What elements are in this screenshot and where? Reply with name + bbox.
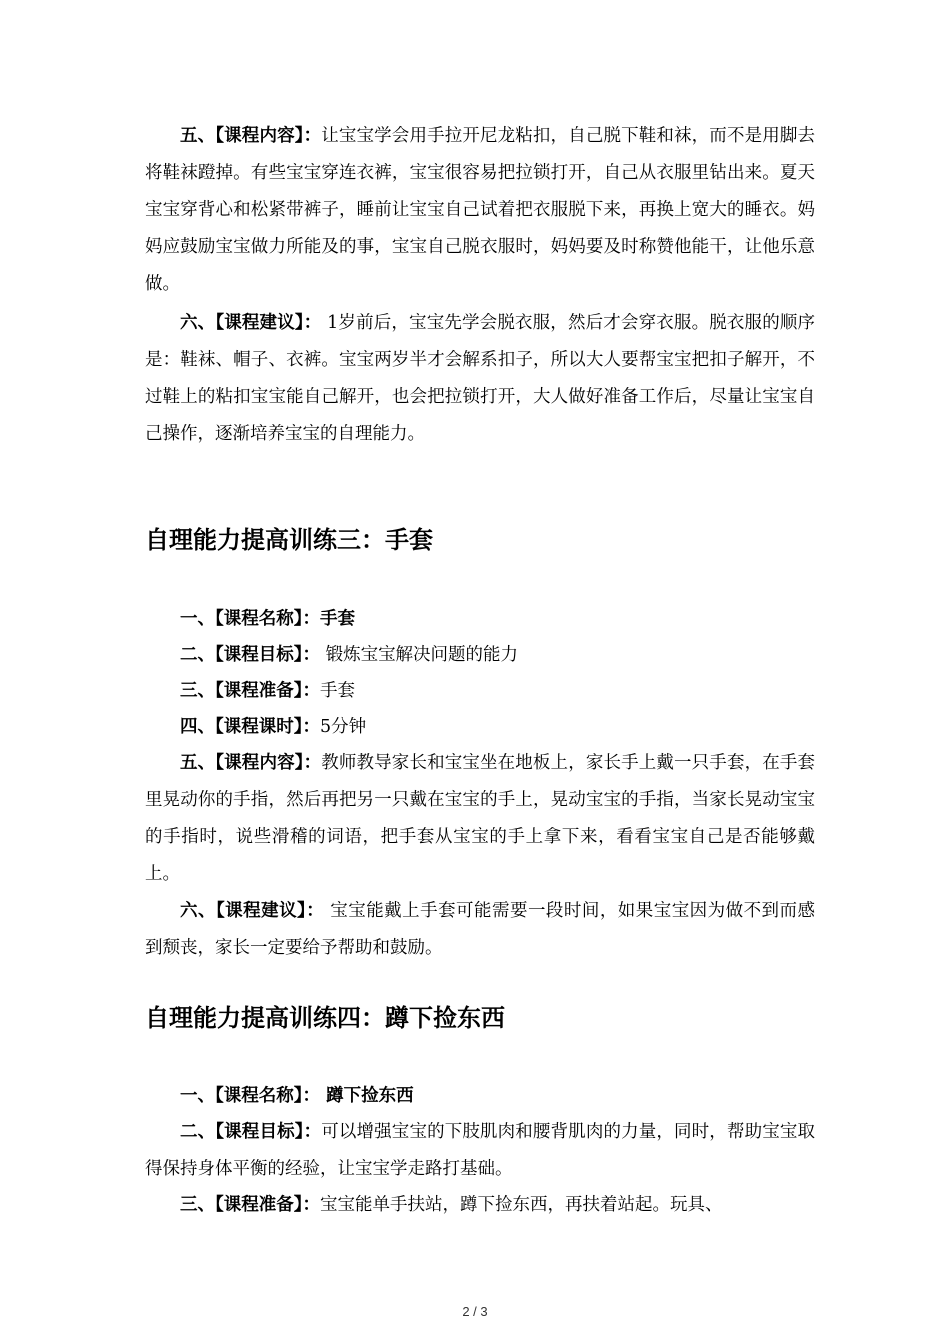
section3-course-name [145, 601, 815, 638]
prev-course-advice-label: 六、【课程建议】： [180, 313, 322, 333]
section3-course-advice-text: 宝宝能戴上手套可能需要一段时间，如果宝宝因为做不到而感到颓丧，家长一定要给予帮助和鼓励。 [145, 901, 815, 958]
section3-course-time [145, 709, 815, 746]
section4-course-prep [145, 1187, 815, 1224]
prev-course-advice [145, 305, 815, 453]
section3-course-content-label: 五、【课程内容】： [180, 753, 322, 773]
section4-course-name [145, 1078, 815, 1115]
section3-course-goal-label: 二、【课程目标】： [180, 645, 320, 665]
section3-course-advice [145, 893, 815, 967]
section3-course-goal-value: 锻炼宝宝解决问题的能力 [320, 645, 519, 665]
section4-course-prep-text: 宝宝能单手扶站，蹲下捡东西，再扶着站起。玩具、 [320, 1195, 723, 1215]
section4-heading: 自理能力提高训练四：蹲下捡东西 [145, 1004, 505, 1032]
prev-course-content-text: 让宝宝学会用手拉开尼龙粘扣，自己脱下鞋和袜，而不是用脚去将鞋袜蹬掉。有些宝宝穿连衣裤，宝宝很容易把拉锁打开，自己从衣服里钻出来。夏天宝宝穿背心和松紧带裤子，睡前让宝宝自己试着把衣服脱下来，再换上宽大的睡衣。妈妈应鼓励宝宝做力所能及的事，宝宝自己脱衣服时，妈妈要及时称赞他能干，让他乐意做。 [145, 126, 815, 294]
section3-course-name-label: 一、【课程名称】： [180, 609, 320, 629]
prev-course-content [145, 118, 815, 303]
section4-course-name-label: 一、【课程名称】： [180, 1086, 320, 1106]
section4-course-goal-text: 可以增强宝宝的下肢肌肉和腰背肌肉的力量，同时，帮助宝宝取得保持身体平衡的经验，让宝宝学走路打基础。 [145, 1122, 815, 1179]
prev-course-content-label: 五、【课程内容】： [180, 126, 322, 146]
section3-course-goal [145, 637, 815, 674]
section3-course-content-text: 教师教导家长和宝宝坐在地板上，家长手上戴一只手套，在手套里晃动你的手指，然后再把另一只戴在宝宝的手上，晃动宝宝的手指，当家长晃动宝宝的手指时，说些滑稽的词语，把手套从宝宝的手上拿下来，看看宝宝自己是否能够戴上。 [145, 753, 815, 884]
section4-course-prep-label: 三、【课程准备】： [180, 1195, 320, 1215]
section3-course-prep [145, 673, 815, 710]
section3-course-content [145, 745, 815, 893]
section4-course-name-value: 蹲下捡东西 [320, 1086, 414, 1106]
section3-course-prep-label: 三、【课程准备】： [180, 681, 320, 701]
section3-heading: 自理能力提高训练三：手套 [145, 526, 433, 554]
section3-course-name-value: 手套 [320, 609, 355, 629]
section4-course-goal-label: 二、【课程目标】： [180, 1122, 322, 1142]
section3-course-prep-value: 手套 [320, 681, 355, 701]
page-number: 2 / 3 [462, 1304, 488, 1319]
section4-course-goal [145, 1114, 815, 1188]
section3-course-time-label: 四、【课程课时】： [180, 717, 320, 737]
prev-course-advice-text: 1岁前后，宝宝先学会脱衣服，然后才会穿衣服。脱衣服的顺序是：鞋袜、帽子、衣裤。宝宝两岁半才会解系扣子，所以大人要帮宝宝把扣子解开，不过鞋上的粘扣宝宝能自己解开，也会把拉锁打开，大人做好准备工作后，尽量让宝宝自己操作，逐渐培养宝宝的自理能力。 [145, 313, 816, 444]
section3-course-time-value: 5分钟 [320, 717, 367, 737]
section3-course-advice-label: 六、【课程建议】： [180, 901, 325, 921]
